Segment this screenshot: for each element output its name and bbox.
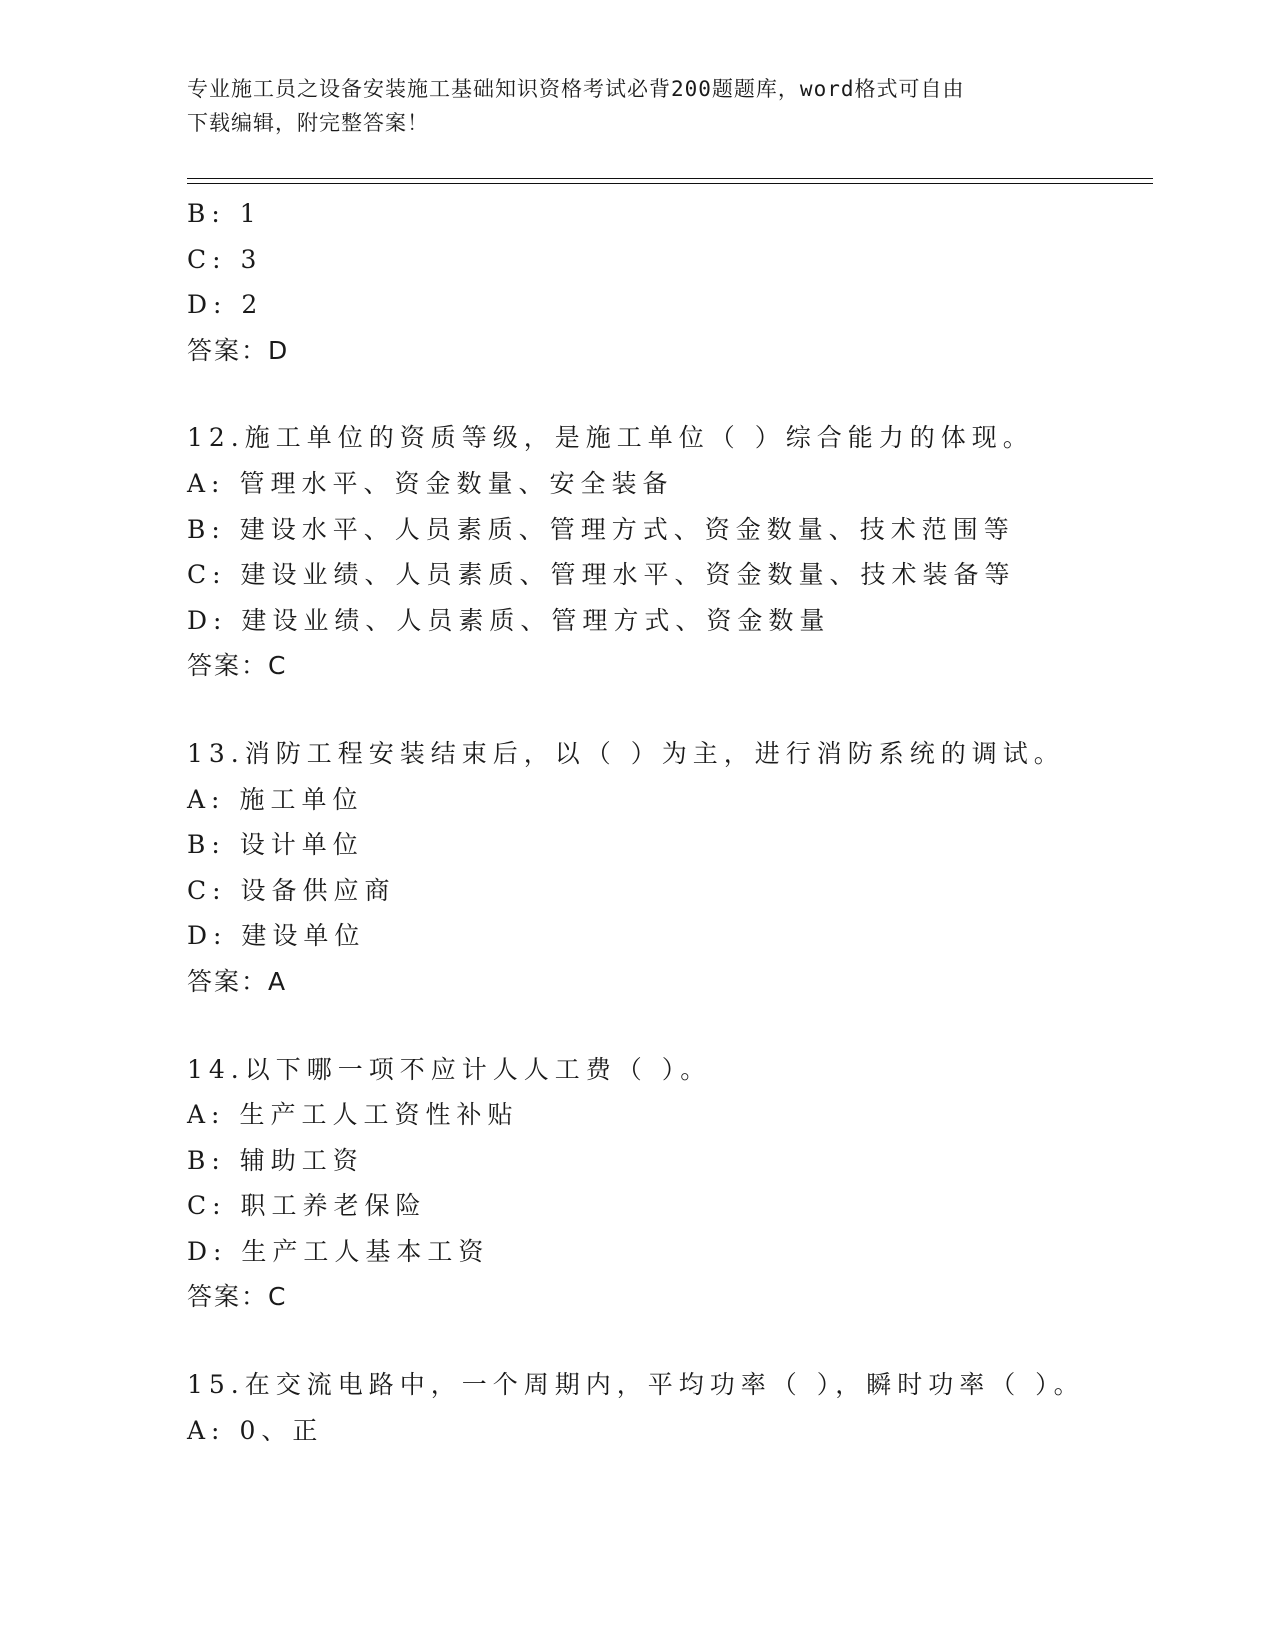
question-stem: 12.施工单位的资质等级，是施工单位（ ）综合能力的体现。 bbox=[187, 423, 1034, 453]
option-a: A: 生产工人工资性补贴 bbox=[187, 1100, 519, 1130]
option-a: A: 0、正 bbox=[187, 1415, 324, 1445]
question-11-continued bbox=[187, 191, 1187, 373]
question-stem: 14.以下哪一项不应计人人工费（ ）。 bbox=[187, 1054, 712, 1084]
header-divider-top bbox=[187, 178, 1153, 179]
option-c: C: 设备供应商 bbox=[187, 875, 396, 905]
question-list bbox=[187, 191, 1187, 1453]
answer-line: 答案：C bbox=[187, 1282, 288, 1312]
option-b: B: 设计单位 bbox=[187, 830, 364, 860]
option-b: B: 建设水平、人员素质、管理方式、资金数量、技术范围等 bbox=[187, 514, 1015, 544]
answer-line: 答案：A bbox=[187, 966, 288, 996]
option-d: D: 2 bbox=[187, 290, 264, 320]
option-b: B: 辅助工资 bbox=[187, 1145, 364, 1175]
header-line-1: 专业施工员之设备安装施工基础知识资格考试必背200题题库，word格式可自由 bbox=[187, 77, 965, 101]
option-b: B: 1 bbox=[187, 199, 262, 228]
option-a: A: 管理水平、资金数量、安全装备 bbox=[187, 468, 674, 498]
header-divider-bottom bbox=[187, 183, 1153, 184]
option-d: D: 生产工人基本工资 bbox=[187, 1236, 490, 1266]
option-d: D: 建设单位 bbox=[187, 921, 366, 951]
option-d: D: 建设业绩、人员素质、管理方式、资金数量 bbox=[187, 605, 831, 635]
option-a: A: 施工单位 bbox=[187, 784, 364, 814]
answer-line: 答案：C bbox=[187, 651, 288, 681]
answer-line: 答案：D bbox=[187, 335, 290, 365]
question-12 bbox=[187, 415, 1187, 689]
option-c: C: 3 bbox=[187, 244, 263, 274]
question-stem: 13.消防工程安装结束后，以（ ）为主，进行消防系统的调试。 bbox=[187, 738, 1065, 768]
question-14 bbox=[187, 1047, 1187, 1321]
option-c: C: 职工养老保险 bbox=[187, 1191, 427, 1221]
header-line-2: 下载编辑，附完整答案！ bbox=[187, 111, 429, 135]
question-15 bbox=[187, 1362, 1187, 1453]
question-stem: 15.在交流电路中，一个周期内，平均功率（ ），瞬时功率（ ）。 bbox=[187, 1370, 1085, 1400]
option-c: C: 建设业绩、人员素质、管理水平、资金数量、技术装备等 bbox=[187, 560, 1016, 590]
document-header bbox=[187, 72, 1087, 140]
question-13 bbox=[187, 731, 1187, 1005]
